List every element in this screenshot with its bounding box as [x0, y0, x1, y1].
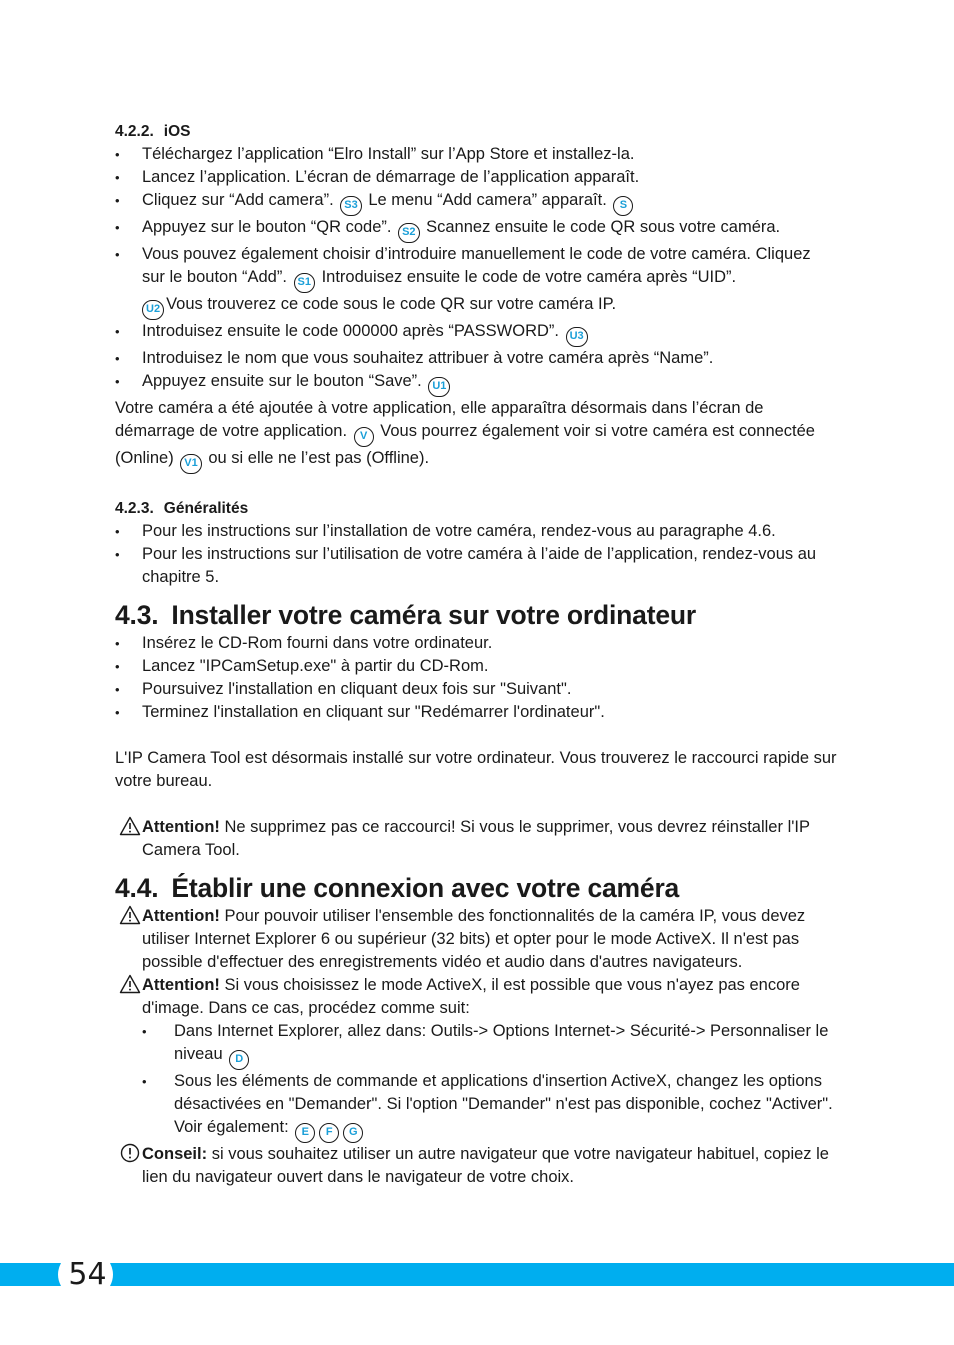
figure-ref-badge: G: [343, 1123, 363, 1143]
tip-text: si vous souhaitez utiliser un autre navigateur que votre navigateur habituel, copiez le lien du navigateur ouvert dans le navigateur de votre choix.: [142, 1145, 829, 1186]
figure-ref-badge: V1: [180, 454, 201, 474]
activex-steps-list: [142, 1020, 837, 1143]
list-item-text: Dans Internet Explorer, allez dans: Outils-> Options Internet-> Sécurité-> Personnaliser le niveau: [174, 1022, 829, 1063]
figure-ref-badge: E: [295, 1123, 315, 1143]
list-item-text: Poursuivez l'installation en cliquant deux fois sur "Suivant".: [142, 680, 572, 698]
list-item-text: Insérez le CD-Rom fourni dans votre ordinateur.: [142, 634, 493, 652]
list-item-text: Appuyez sur le bouton “QR code”.: [142, 218, 392, 236]
paragraph-text: Vous pourrez également voir si votre caméra est connectée (Online): [115, 422, 815, 467]
footer-bar-left: [0, 1263, 55, 1286]
figure-ref-badge: U3: [566, 327, 588, 347]
section-heading-install: [115, 599, 837, 632]
figure-ref-badge: S3: [340, 196, 361, 216]
figure-ref-badge: V: [354, 427, 374, 447]
page-number: 54: [68, 1257, 107, 1292]
list-item: [115, 543, 837, 589]
generalites-list: [115, 520, 837, 589]
figure-ref-badge: U2: [142, 300, 164, 320]
warning-text: Ne supprimez pas ce raccourci! Si vous le supprimer, vous devrez réinstaller l'IP Camera Tool.: [142, 818, 810, 859]
section-number: 4.3.: [115, 600, 159, 630]
list-item-text: Sous les éléments de commande et applications d'insertion ActiveX, changez les options désactivées en "Demander". Si l'option "Demander" n'est pas disponible, cochez "Activer". Voir également:: [174, 1072, 833, 1136]
page-footer: [0, 1257, 954, 1292]
ios-summary-paragraph: [115, 397, 837, 474]
list-item-text: Le menu “Add camera” apparaît.: [368, 191, 607, 209]
list-item: [115, 632, 837, 655]
list-item-text: Vous pouvez également choisir d’introduire manuellement le code de votre caméra. Cliquez sur le bouton “Add”.: [142, 245, 811, 286]
figure-ref-badge: U1: [428, 377, 450, 397]
footer-bar-right: [116, 1263, 954, 1286]
list-item-text: Introduisez le nom que vous souhaitez attribuer à votre caméra après “Name”.: [142, 349, 714, 367]
figure-ref-badge: S: [613, 196, 633, 216]
list-item: [115, 166, 837, 189]
warning-triangle-icon: [119, 905, 141, 925]
list-item-text: Lancez "IPCamSetup.exe" à partir du CD-Rom.: [142, 657, 489, 675]
list-item: [115, 701, 837, 724]
list-item-text: Introduisez ensuite le code 000000 après “PASSWORD”.: [142, 322, 559, 340]
warning-note: [115, 816, 837, 862]
figure-ref-badge: F: [319, 1123, 339, 1143]
install-steps-list: [115, 632, 837, 724]
page-content: [115, 120, 837, 1189]
warning-triangle-icon: [119, 816, 141, 836]
section-title: Établir une connexion avec votre caméra: [171, 873, 680, 903]
section-title: Installer votre caméra sur votre ordinateur: [171, 600, 696, 630]
subsection-heading-ios: [115, 120, 837, 143]
subsection-heading-generalites: [115, 497, 837, 520]
list-item-text: Introduisez ensuite le code de votre caméra après “UID”.: [321, 268, 737, 286]
list-item: [115, 370, 837, 397]
list-item: [115, 520, 837, 543]
paragraph-text: Votre caméra a été ajoutée à votre application, elle apparaîtra désormais dans l’écran de démarrage de votre application.: [115, 399, 764, 440]
subsection-title: Généralités: [163, 500, 249, 517]
paragraph-text: ou si elle ne l’est pas (Offline).: [208, 449, 430, 467]
warning-text: Pour pouvoir utiliser l'ensemble des fonctionnalités de la caméra IP, vous devez utiliser Internet Explorer 6 ou supérieur (32 bits) et opter pour le mode ActiveX. Il n'est pas possible d'effectuer des enregistrements vidéo et audio dans d'autres navigateurs.: [142, 907, 806, 971]
list-item: [115, 347, 837, 370]
list-item-text: Pour les instructions sur l’installation de votre caméra, rendez-vous au paragraphe 4.6.: [142, 522, 776, 540]
warning-label: Attention!: [142, 818, 220, 836]
list-item: [115, 216, 837, 243]
warning-triangle-icon: [119, 974, 141, 994]
section-heading-connect: [115, 872, 837, 905]
tip-note: [115, 1143, 837, 1189]
warning-label: Attention!: [142, 976, 220, 994]
list-item-text: Pour les instructions sur l’utilisation de votre caméra à l’aide de l’application, rendez-vous au chapitre 5.: [142, 545, 817, 586]
list-item-text: Téléchargez l’application “Elro Install” sur l’App Store et installez-la.: [142, 145, 635, 163]
list-item: [115, 678, 837, 701]
list-item-text: Vous trouverez ce code sous le code QR sur votre caméra IP.: [166, 295, 617, 313]
subsection-number: 4.2.2.: [115, 123, 154, 140]
list-item: [115, 320, 837, 347]
list-item: [115, 243, 837, 320]
list-item: [115, 189, 837, 216]
subsection-title: iOS: [163, 123, 191, 140]
list-item-text: Terminez l'installation en cliquant sur "Redémarrer l'ordinateur".: [142, 703, 605, 721]
warning-note: [115, 974, 837, 1143]
ios-steps-list: [115, 143, 837, 397]
subsection-number: 4.2.3.: [115, 500, 154, 517]
list-item-text: Lancez l’application. L’écran de démarrage de l’application apparaît.: [142, 168, 640, 186]
warning-text: Si vous choisissez le mode ActiveX, il est possible que vous n'ayez pas encore d'image. Dans ce cas, procédez comme suit:: [142, 976, 800, 1017]
section-number: 4.4.: [115, 873, 159, 903]
footer-bracket-left: [55, 1263, 61, 1286]
info-exclamation-icon: [119, 1143, 141, 1163]
figure-ref-badge: S2: [398, 223, 419, 243]
install-paragraph: L'IP Camera Tool est désormais installé sur votre ordinateur. Vous trouverez le raccourci rapide sur votre bureau.: [115, 749, 837, 790]
list-item: [115, 655, 837, 678]
figure-ref-badge: S1: [294, 273, 315, 293]
figure-ref-badge: D: [229, 1050, 249, 1070]
warning-note: [115, 905, 837, 974]
tip-label: Conseil:: [142, 1145, 208, 1163]
list-item: [142, 1020, 837, 1070]
list-item-text: Appuyez ensuite sur le bouton “Save”.: [142, 372, 422, 390]
warning-label: Attention!: [142, 907, 220, 925]
list-item: [115, 143, 837, 166]
list-item: [142, 1070, 837, 1143]
list-item-text: Cliquez sur “Add camera”.: [142, 191, 334, 209]
list-item-text: Scannez ensuite le code QR sous votre caméra.: [426, 218, 781, 236]
